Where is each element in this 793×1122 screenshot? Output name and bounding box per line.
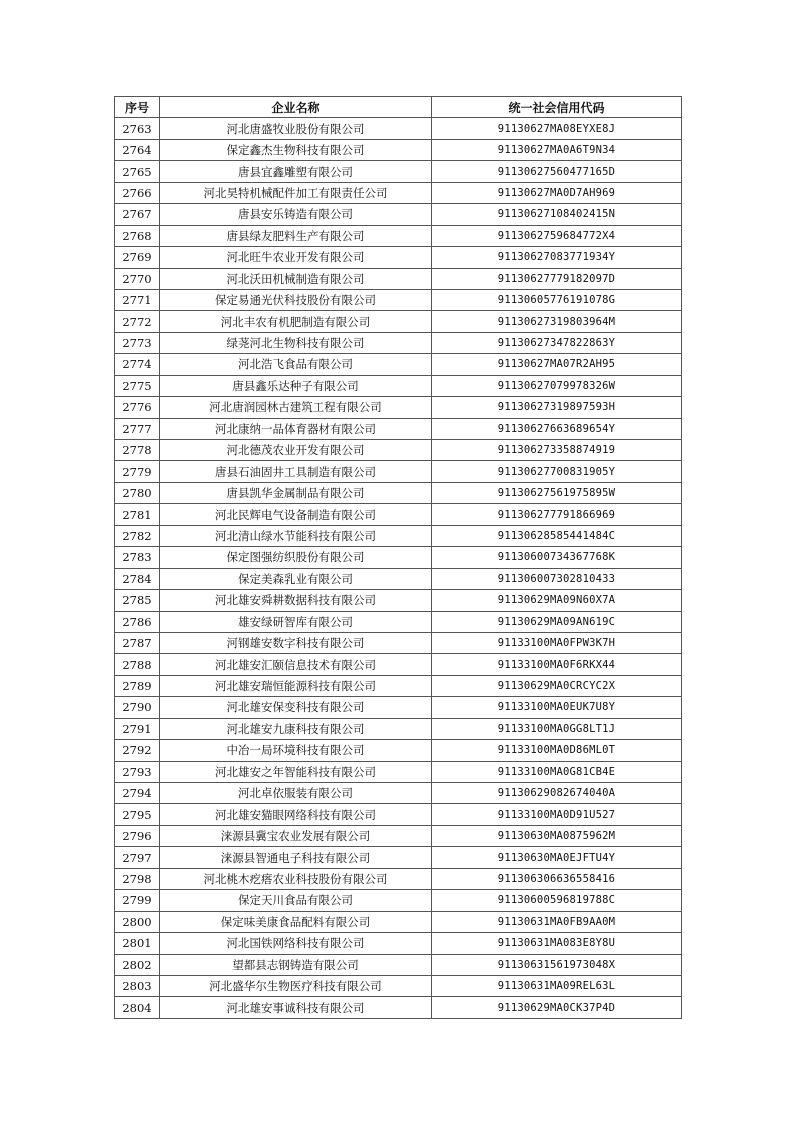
table-row: [115, 161, 682, 182]
cell-credit-code: 91130629MA09AN619C: [432, 611, 682, 632]
cell-serial: 2792: [115, 740, 160, 761]
cell-serial: 2763: [115, 118, 160, 139]
cell-credit-code: 91133100MA0EUK7U8Y: [432, 697, 682, 718]
table-row: [115, 225, 682, 246]
cell-company-name: 雄安绿研智库有限公司: [160, 611, 432, 632]
cell-company-name: 河北唐盛牧业股份有限公司: [160, 118, 432, 139]
table-row: [115, 718, 682, 739]
table-row: [115, 825, 682, 846]
cell-serial: 2796: [115, 825, 160, 846]
cell-serial: 2804: [115, 997, 160, 1018]
cell-credit-code: 91130627347822863Y: [432, 332, 682, 353]
table-row: [115, 954, 682, 975]
table-row: [115, 268, 682, 289]
table-row: [115, 461, 682, 482]
cell-credit-code: 911306277791866969: [432, 504, 682, 525]
cell-credit-code: 911306273358874919: [432, 440, 682, 461]
cell-serial: 2789: [115, 675, 160, 696]
table-row: [115, 418, 682, 439]
cell-company-name: 河北雄安事诚科技有限公司: [160, 997, 432, 1018]
cell-company-name: 涞源县智通电子科技有限公司: [160, 847, 432, 868]
cell-company-name: 保定易通光伏科技股份有限公司: [160, 289, 432, 310]
cell-company-name: 河北桃木疙瘩农业科技股份有限公司: [160, 868, 432, 889]
cell-credit-code: 91130628585441484C: [432, 525, 682, 546]
cell-credit-code: 91130627663689654Y: [432, 418, 682, 439]
cell-company-name: 河北唐润园林古建筑工程有限公司: [160, 397, 432, 418]
cell-serial: 2766: [115, 182, 160, 203]
table-row: [115, 632, 682, 653]
table-row: [115, 933, 682, 954]
cell-company-name: 河北雄安之年智能科技有限公司: [160, 761, 432, 782]
cell-credit-code: 91130627MA08EYXE8J: [432, 118, 682, 139]
table-header-row: [115, 97, 682, 118]
cell-credit-code: 911306007302810433: [432, 568, 682, 589]
table-row: [115, 440, 682, 461]
enterprise-list-sheet: [114, 96, 681, 1019]
cell-credit-code: 91130627079978326W: [432, 375, 682, 396]
cell-serial: 2775: [115, 375, 160, 396]
table-row: [115, 868, 682, 889]
cell-serial: 2779: [115, 461, 160, 482]
cell-serial: 2768: [115, 225, 160, 246]
cell-serial: 2765: [115, 161, 160, 182]
cell-company-name: 河北雄安汇颐信息技术有限公司: [160, 654, 432, 675]
cell-company-name: 河北雄安九康科技有限公司: [160, 718, 432, 739]
cell-company-name: 河北沃田机械制造有限公司: [160, 268, 432, 289]
enterprise-table: [114, 96, 682, 1019]
cell-credit-code: 91130627779182097D: [432, 268, 682, 289]
cell-company-name: 保定美森乳业有限公司: [160, 568, 432, 589]
cell-credit-code: 91133100MA0GG8LT1J: [432, 718, 682, 739]
cell-credit-code: 91130605776191078G: [432, 289, 682, 310]
cell-credit-code: 91133100MA0F6RKX44: [432, 654, 682, 675]
cell-company-name: 保定天川食品有限公司: [160, 890, 432, 911]
cell-company-name: 唐县安乐铸造有限公司: [160, 204, 432, 225]
table-row: [115, 911, 682, 932]
cell-credit-code: 91130627319803964M: [432, 311, 682, 332]
cell-credit-code: 91130627319897593H: [432, 397, 682, 418]
cell-credit-code: 91130600596819788C: [432, 890, 682, 911]
cell-serial: 2769: [115, 247, 160, 268]
cell-company-name: 涞源县冀宝农业发展有限公司: [160, 825, 432, 846]
cell-serial: 2787: [115, 632, 160, 653]
cell-credit-code: 91133100MA0D86ML0T: [432, 740, 682, 761]
table-row: [115, 139, 682, 160]
cell-company-name: 河北卓依服装有限公司: [160, 783, 432, 804]
cell-serial: 2783: [115, 547, 160, 568]
cell-credit-code: 911306306636558416: [432, 868, 682, 889]
cell-serial: 2784: [115, 568, 160, 589]
cell-company-name: 保定味美康食品配料有限公司: [160, 911, 432, 932]
cell-serial: 2771: [115, 289, 160, 310]
table-row: [115, 975, 682, 996]
cell-company-name: 河北盛华尔生物医疗科技有限公司: [160, 975, 432, 996]
cell-company-name: 河钢雄安数字科技有限公司: [160, 632, 432, 653]
table-row: [115, 547, 682, 568]
cell-company-name: 河北雄安猫眼网络科技有限公司: [160, 804, 432, 825]
cell-credit-code: 91130629082674040A: [432, 783, 682, 804]
cell-company-name: 中冶一局环境科技有限公司: [160, 740, 432, 761]
table-row: [115, 568, 682, 589]
table-row: [115, 118, 682, 139]
cell-serial: 2793: [115, 761, 160, 782]
cell-company-name: 河北雄安保变科技有限公司: [160, 697, 432, 718]
cell-credit-code: 91130627MA0A6T9N34: [432, 139, 682, 160]
cell-credit-code: 91130627560477165D: [432, 161, 682, 182]
table-row: [115, 740, 682, 761]
cell-company-name: 唐县绿友肥料生产有限公司: [160, 225, 432, 246]
cell-company-name: 河北德茂农业开发有限公司: [160, 440, 432, 461]
cell-serial: 2786: [115, 611, 160, 632]
cell-serial: 2770: [115, 268, 160, 289]
cell-company-name: 保定图强纺织股份有限公司: [160, 547, 432, 568]
cell-serial: 2778: [115, 440, 160, 461]
table-row: [115, 804, 682, 825]
table-row: [115, 654, 682, 675]
cell-company-name: 保定鑫杰生物科技有限公司: [160, 139, 432, 160]
cell-company-name: 唐县鑫乐达种子有限公司: [160, 375, 432, 396]
cell-serial: 2772: [115, 311, 160, 332]
cell-credit-code: 91130630MA0EJFTU4Y: [432, 847, 682, 868]
cell-serial: 2801: [115, 933, 160, 954]
cell-company-name: 河北国铁网络科技有限公司: [160, 933, 432, 954]
cell-credit-code: 91130600734367768K: [432, 547, 682, 568]
table-row: [115, 375, 682, 396]
table-row: [115, 482, 682, 503]
table-row: [115, 204, 682, 225]
cell-serial: 2773: [115, 332, 160, 353]
table-row: [115, 311, 682, 332]
table-row: [115, 525, 682, 546]
cell-serial: 2774: [115, 354, 160, 375]
cell-serial: 2788: [115, 654, 160, 675]
cell-credit-code: 9113062759684772X4: [432, 225, 682, 246]
cell-credit-code: 91130627108402415N: [432, 204, 682, 225]
cell-credit-code: 91130627083771934Y: [432, 247, 682, 268]
cell-company-name: 唐县宜鑫雕塑有限公司: [160, 161, 432, 182]
cell-serial: 2785: [115, 590, 160, 611]
cell-serial: 2795: [115, 804, 160, 825]
cell-credit-code: 91130629MA0CK37P4D: [432, 997, 682, 1018]
cell-credit-code: 91130629MA09N60X7A: [432, 590, 682, 611]
cell-serial: 2794: [115, 783, 160, 804]
table-row: [115, 761, 682, 782]
cell-credit-code: 91130627700831905Y: [432, 461, 682, 482]
table-row: [115, 783, 682, 804]
table-row: [115, 675, 682, 696]
cell-serial: 2781: [115, 504, 160, 525]
cell-serial: 2802: [115, 954, 160, 975]
cell-credit-code: 91130627MA0D7AH969: [432, 182, 682, 203]
cell-credit-code: 91130631MA083E8Y8U: [432, 933, 682, 954]
table-row: [115, 397, 682, 418]
cell-company-name: 河北丰农有机肥制造有限公司: [160, 311, 432, 332]
cell-credit-code: 91133100MA0G81CB4E: [432, 761, 682, 782]
table-row: [115, 332, 682, 353]
cell-serial: 2803: [115, 975, 160, 996]
cell-credit-code: 91130631MA09REL63L: [432, 975, 682, 996]
cell-serial: 2782: [115, 525, 160, 546]
header-company-name: 企业名称: [160, 97, 432, 118]
cell-serial: 2780: [115, 482, 160, 503]
cell-company-name: 河北雄安瑞恒能源科技有限公司: [160, 675, 432, 696]
cell-company-name: 河北浩飞食品有限公司: [160, 354, 432, 375]
cell-credit-code: 91133100MA0FPW3K7H: [432, 632, 682, 653]
cell-credit-code: 91130627MA07R2AH95: [432, 354, 682, 375]
cell-company-name: 河北康纳一品体育器材有限公司: [160, 418, 432, 439]
cell-company-name: 河北旺牛农业开发有限公司: [160, 247, 432, 268]
cell-company-name: 唐县凯华金属制品有限公司: [160, 482, 432, 503]
cell-serial: 2790: [115, 697, 160, 718]
table-row: [115, 697, 682, 718]
table-row: [115, 611, 682, 632]
cell-company-name: 绿荛河北生物科技有限公司: [160, 332, 432, 353]
cell-serial: 2800: [115, 911, 160, 932]
cell-serial: 2776: [115, 397, 160, 418]
cell-company-name: 望都县志钢铸造有限公司: [160, 954, 432, 975]
cell-credit-code: 91130631561973048X: [432, 954, 682, 975]
table-row: [115, 997, 682, 1018]
table-row: [115, 504, 682, 525]
cell-credit-code: 91130630MA0875962M: [432, 825, 682, 846]
cell-serial: 2764: [115, 139, 160, 160]
cell-serial: 2767: [115, 204, 160, 225]
header-serial: 序号: [115, 97, 160, 118]
table-body: [115, 118, 682, 1018]
cell-serial: 2798: [115, 868, 160, 889]
cell-credit-code: 91130627561975895W: [432, 482, 682, 503]
cell-company-name: 河北清山绿水节能科技有限公司: [160, 525, 432, 546]
table-row: [115, 590, 682, 611]
table-row: [115, 847, 682, 868]
cell-company-name: 唐县石油固井工具制造有限公司: [160, 461, 432, 482]
table-row: [115, 289, 682, 310]
cell-serial: 2797: [115, 847, 160, 868]
table-row: [115, 890, 682, 911]
cell-company-name: 河北民辉电气设备制造有限公司: [160, 504, 432, 525]
table-row: [115, 247, 682, 268]
header-credit-code: 统一社会信用代码: [432, 97, 682, 118]
cell-credit-code: 91130631MA0FB9AA0M: [432, 911, 682, 932]
table-row: [115, 354, 682, 375]
cell-serial: 2799: [115, 890, 160, 911]
table-row: [115, 182, 682, 203]
cell-company-name: 河北昊特机械配件加工有限责任公司: [160, 182, 432, 203]
cell-credit-code: 91133100MA0D91U527: [432, 804, 682, 825]
cell-serial: 2777: [115, 418, 160, 439]
cell-credit-code: 91130629MA0CRCYC2X: [432, 675, 682, 696]
cell-company-name: 河北雄安舜耕数据科技有限公司: [160, 590, 432, 611]
cell-serial: 2791: [115, 718, 160, 739]
